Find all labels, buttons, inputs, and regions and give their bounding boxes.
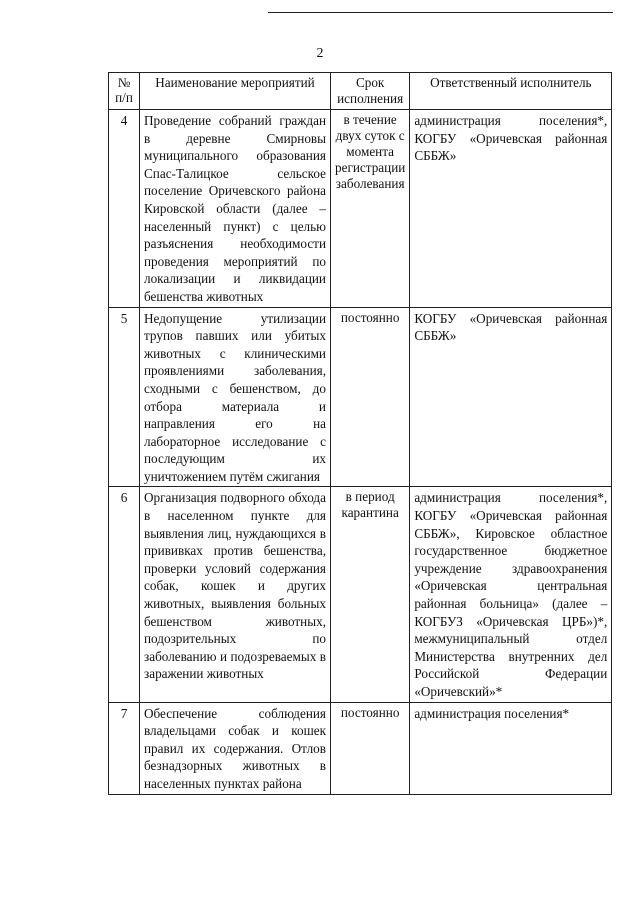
table-row [109, 110, 612, 308]
row-responsible: администрация поселения*, КОГБУ «Оричевская районная СББЖ» [410, 110, 612, 308]
row-name: Обеспечение соблюдения владельцами собак и кошек правил их содержания. Отлов безнадзорных животных в населенных пунктах района [140, 702, 331, 794]
table-row [109, 487, 612, 702]
page-number: 2 [316, 46, 324, 61]
table-header-row [109, 73, 612, 110]
row-name: Проведение собраний граждан в деревне Смирновы муниципального образования Спас-Талицкое сельское поселение Оричевского района Кировской области (далее – населенный пункт) с целью разъяснения необходимости проведения мероприятий по локализации и ликвидации бешенства животных [140, 110, 331, 308]
row-name: Организация подворного обхода в населенном пункте для выявления лиц, нуждающихся в прививках против бешенства, проверки условий содержания собак, кошек и других животных, выявления больных бешенством животных, подозрительных по заболеванию и подозреваемых в заражении животных [140, 487, 331, 702]
table-row [109, 702, 612, 794]
row-term: постоянно [331, 307, 410, 487]
header-number: № п/п [109, 73, 140, 110]
row-term: постоянно [331, 702, 410, 794]
header-responsible: Ответственный исполнитель [410, 73, 612, 110]
row-responsible: администрация поселения*, КОГБУ «Оричевская районная СББЖ», Кировское областное государственное бюджетное учреждение здравоохранения «Оричевская центральная районная больница» (далее – КОГБУЗ «Оричевская ЦРБ»)*, межмуниципальный отдел Министерства внутренних дел Российской Федерации «Оричевский»* [410, 487, 612, 702]
row-responsible: администрация поселения* [410, 702, 612, 794]
measures-table [108, 72, 612, 795]
row-number: 7 [109, 702, 140, 794]
top-rule [268, 12, 613, 13]
row-term: в течение двух суток с момента регистрации заболевания [331, 110, 410, 308]
row-number: 4 [109, 110, 140, 308]
row-responsible: КОГБУ «Оричевская районная СББЖ» [410, 307, 612, 487]
row-number: 6 [109, 487, 140, 702]
header-name: Наименование мероприятий [140, 73, 331, 110]
table-row [109, 307, 612, 487]
row-name: Недопущение утилизации трупов павших или убитых животных с клиническими проявлениями заболевания, сходными с бешенством, до отбора материала и направления его на лабораторное исследование с последующим их уничтожением путём сжигания [140, 307, 331, 487]
row-term: в период карантина [331, 487, 410, 702]
header-term: Срок исполнения [331, 73, 410, 110]
row-number: 5 [109, 307, 140, 487]
